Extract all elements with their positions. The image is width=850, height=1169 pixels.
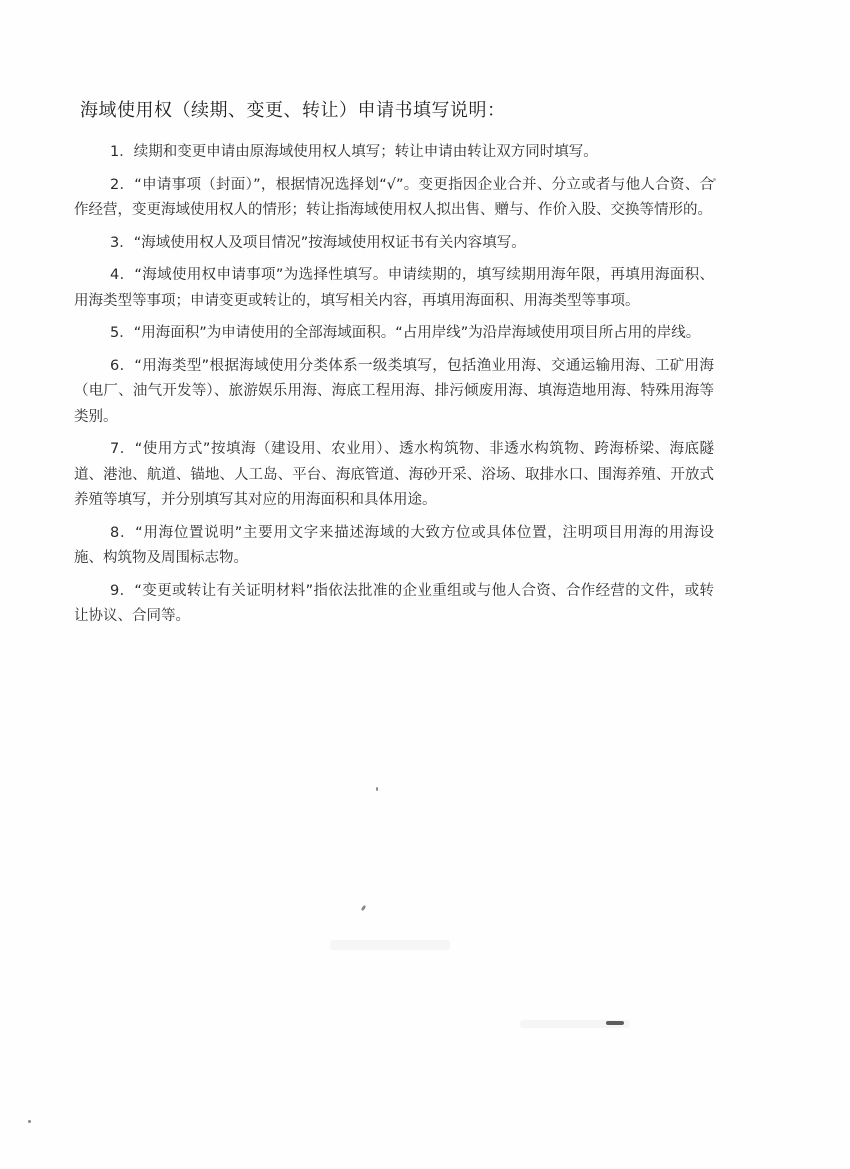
scan-speck [713, 178, 716, 181]
scan-speck [28, 1120, 31, 1123]
instruction-item-9: 9．“变更或转让有关证明材料”指依法批准的企业重组或与他人合资、合作经营的文件，或转让协议、合同等。 [74, 582, 714, 624]
scan-smudge [330, 940, 450, 950]
instructions-list [74, 140, 714, 637]
instruction-item-6: 6．“用海类型”根据海域使用分类体系一级类填写，包括渔业用海、交通运输用海、工矿用海（电厂、油气开发等）、旅游娱乐用海、海底工程用海、排污倾废用海、填海造地用海、特殊用海等类别。 [74, 357, 714, 425]
instruction-item-3: 3．“海域使用权人及项目情况”按海域使用权证书有关内容填写。 [110, 234, 526, 251]
page-title: 海域使用权（续期、变更、转让）申请书填写说明： [80, 100, 506, 121]
instruction-item-2: 2．“申请事项（封面）”，根据情况选择划“√”。变更指因企业合并、分立或者与他人合资、合作经营，变更海域使用权人的情形；转让指海域使用权人拟出售、赠与、作价入股、交换等情形的。 [74, 176, 714, 218]
scan-speck [606, 1021, 624, 1025]
scan-speck [361, 905, 367, 912]
instruction-item-1: 1．续期和变更申请由原海域使用权人填写；转让申请由转让双方同时填写。 [110, 144, 598, 160]
instruction-item-8: 8．“用海位置说明”主要用文字来描述海域的大致方位或具体位置，注明项目用海的用海设施、构筑物及周围标志物。 [74, 524, 714, 566]
scan-speck [376, 787, 378, 791]
instruction-item-4: 4．“海域使用权申请事项”为选择性填写。申请续期的，填写续期用海年限，再填用海面积、用海类型等事项；申请变更或转让的，填写相关内容，再填用海面积、用海类型等事项。 [74, 267, 714, 309]
instruction-item-7: 7．“使用方式”按填海（建设用、农业用）、透水构筑物、非透水构筑物、跨海桥梁、海底隧道、港池、航道、锚地、人工岛、平台、海底管道、海砂开采、浴场、取排水口、围海养殖、开放式养殖等填写，并分别填写其对应的用海面积和具体用途。 [74, 441, 714, 508]
instruction-item-5: 5．“用海面积”为申请使用的全部海域面积。“占用岸线”为沿岸海域使用项目所占用的岸线。 [110, 325, 701, 341]
